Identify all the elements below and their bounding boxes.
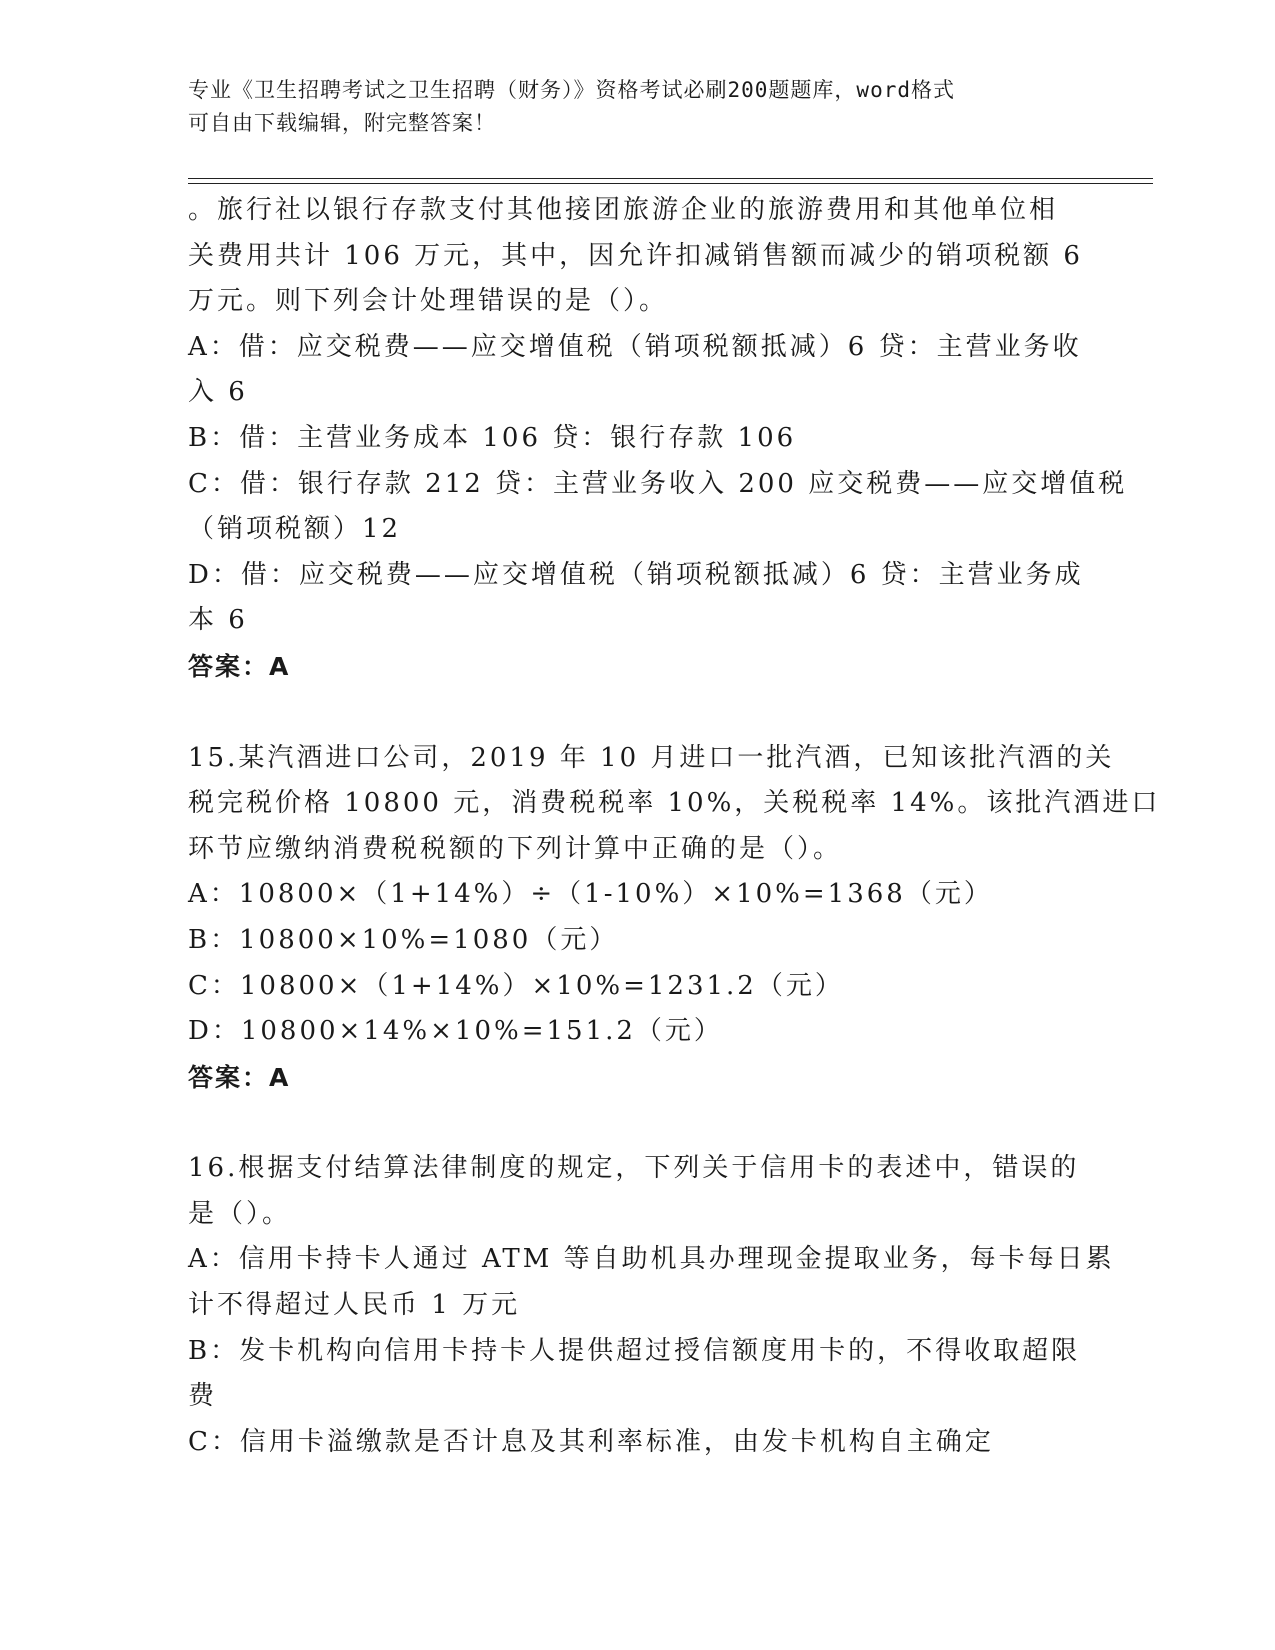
q14-option-c-line-2: （销项税额）12 xyxy=(188,514,402,545)
document-header xyxy=(188,74,1068,140)
question-15 xyxy=(188,736,1161,1101)
q16-option-c: C：信用卡溢缴款是否计息及其利率标准，由发卡机构自主确定 xyxy=(188,1426,994,1457)
q16-option-a-line-1: A：信用卡持卡人通过 ATM 等自助机具办理现金提取业务，每卡每日累 xyxy=(188,1244,1115,1275)
q15-option-a: A：10800×（1+14%）÷（1-10%）×10%=1368（元） xyxy=(188,879,993,910)
q16-stem-line-2: 是（）。 xyxy=(188,1198,292,1229)
q15-stem-line-3: 环节应缴纳消费税税额的下列计算中正确的是（）。 xyxy=(188,833,843,864)
q14-option-a-line-1: A：借：应交税费——应交增值税（销项税额抵减）6 贷：主营业务收 xyxy=(188,331,1082,362)
q16-option-b-line-2: 费 xyxy=(188,1381,218,1412)
q16-option-a-line-2: 计不得超过人民币 1 万元 xyxy=(188,1290,521,1321)
q15-answer: 答案：A xyxy=(188,1062,291,1092)
q14-option-a-line-2: 入 6 xyxy=(188,377,248,408)
q15-stem-line-2: 税完税价格 10800 元，消费税税率 10%，关税税率 14%。该批汽酒进口 xyxy=(188,788,1161,819)
q14-stem-line-2: 关费用共计 106 万元，其中，因允许扣减销售额而减少的销项税额 6 xyxy=(188,240,1083,271)
q15-stem-line-1: 15.某汽酒进口公司，2019 年 10 月进口一批汽酒，已知该批汽酒的关 xyxy=(188,742,1115,773)
q16-option-b-line-1: B：发卡机构向信用卡持卡人提供超过授信额度用卡的，不得收取超限 xyxy=(188,1335,1081,1366)
q14-stem-line-1: 。旅行社以银行存款支付其他接团旅游企业的旅游费用和其他单位相 xyxy=(188,195,1059,225)
q15-option-c: C：10800×（1+14%）×10%=1231.2（元） xyxy=(188,970,844,1001)
q15-option-d: D：10800×14%×10%=151.2（元） xyxy=(188,1016,723,1047)
question-spacer xyxy=(188,690,1078,736)
q14-option-c-line-1: C：借：银行存款 212 贷：主营业务收入 200 应交税费——应交增值税 xyxy=(188,468,1128,499)
q14-stem-line-3: 万元。则下列会计处理错误的是（）。 xyxy=(188,286,669,317)
question-16 xyxy=(188,1146,1115,1465)
document-body xyxy=(188,188,1161,1465)
q15-option-b: B：10800×10%=1080（元） xyxy=(188,924,619,955)
header-line-2: 可自由下载编辑，附完整答案！ xyxy=(188,111,496,135)
header-divider-bottom xyxy=(188,183,1153,184)
question-14 xyxy=(188,188,1128,690)
q14-option-b: B：借：主营业务成本 106 贷：银行存款 106 xyxy=(188,422,797,453)
question-spacer xyxy=(188,1100,1078,1146)
q16-stem-line-1: 16.根据支付结算法律制度的规定，下列关于信用卡的表述中，错误的 xyxy=(188,1153,1080,1184)
q14-option-d-line-1: D：借：应交税费——应交增值税（销项税额抵减）6 贷：主营业务成 xyxy=(188,559,1084,590)
header-divider-top xyxy=(188,178,1153,179)
q14-option-d-line-2: 本 6 xyxy=(188,605,248,636)
header-line-1: 专业《卫生招聘考试之卫生招聘（财务）》资格考试必刷200题题库，word格式 xyxy=(188,78,955,102)
q14-answer: 答案：A xyxy=(188,651,291,681)
